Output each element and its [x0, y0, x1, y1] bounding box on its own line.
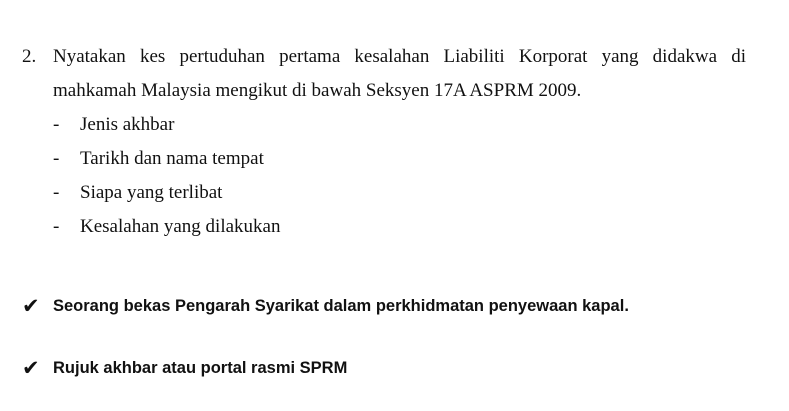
question-number: 2. — [22, 46, 37, 67]
dash-marker: - — [53, 182, 60, 203]
list-item — [22, 142, 746, 176]
answer-item — [22, 294, 629, 318]
question-text-line2: mahkamah Malaysia mengikut di bawah Seksyen 17A ASPRM 2009. — [53, 80, 582, 101]
sub-item-text: Kesalahan yang dilakukan — [80, 216, 281, 237]
sub-item-text: Jenis akhbar — [80, 114, 175, 135]
list-item — [22, 210, 746, 244]
check-icon: ✔ — [22, 356, 40, 380]
answer-item — [22, 356, 347, 380]
list-item — [22, 108, 746, 142]
check-icon: ✔ — [22, 294, 40, 318]
dash-marker: - — [53, 148, 60, 169]
list-item — [22, 176, 746, 210]
question-text-line1: Nyatakan kes pertuduhan pertama kesalahan Liabiliti Korporat yang didakwa di — [53, 46, 746, 67]
sub-item-text: Siapa yang terlibat — [80, 182, 223, 203]
question-sub-list — [22, 108, 746, 244]
dash-marker: - — [53, 216, 60, 237]
sub-item-text: Tarikh dan nama tempat — [80, 148, 264, 169]
question-first-line — [22, 40, 746, 74]
answer-text: Seorang bekas Pengarah Syarikat dalam perkhidmatan penyewaan kapal. — [53, 296, 629, 315]
question-block — [22, 40, 746, 244]
answer-text: Rujuk akhbar atau portal rasmi SPRM — [53, 358, 348, 377]
dash-marker: - — [53, 114, 60, 135]
